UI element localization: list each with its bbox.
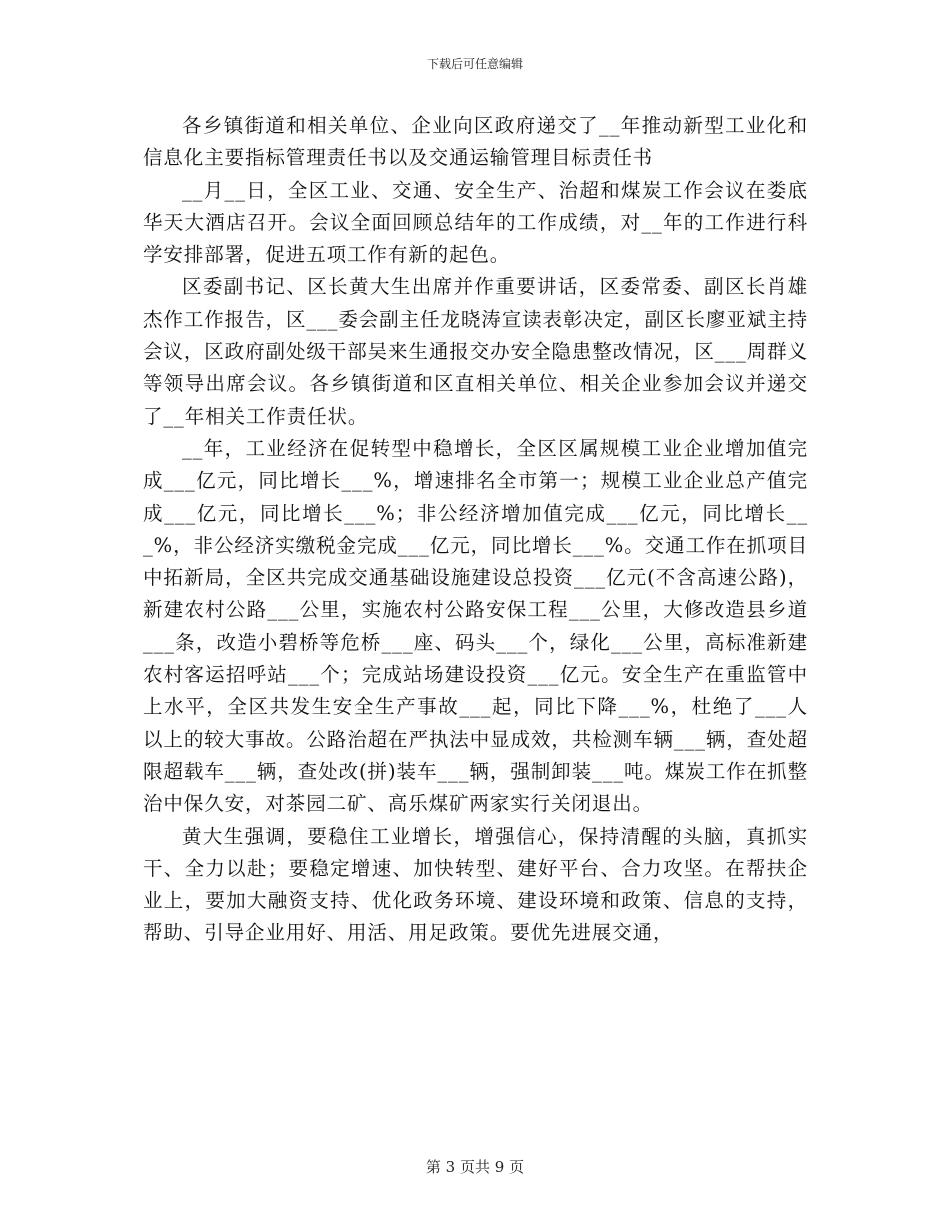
document-body	[143, 110, 808, 950]
paragraph-1: 各乡镇街道和相关单位、企业向区政府递交了__年推动新型工业化和信息化主要指标管理责任书以及交通运输管理目标责任书	[143, 114, 808, 170]
paragraph-5: 黄大生强调，要稳住工业增长，增强信心，保持清醒的头脑，真抓实干、全力以赴；要稳定增速、加快转型、建好平台、合力攻坚。在帮扶企业上，要加大融资支持、优化政务环境、建设环境和政策、信息的支持，帮助、引导企业用好、用活、用足政策。要优先进展交通，	[143, 824, 808, 945]
paragraph-3: 区委副书记、区长黄大生出席并作重要讲话，区委常委、副区长肖雄杰作工作报告，区___委会副主任龙晓涛宣读表彰决定，副区长廖亚斌主持会议，区政府副处级干部吴来生通报交办安全隐患整改情况，区___周群义等领导出席会议。各乡镇街道和区直相关单位、相关企业参加会议并递交了__年相关工作责任状。	[143, 275, 808, 428]
page-footer: 第 3 页共 9 页	[425, 1158, 525, 1176]
paragraph-2: __月__日，全区工业、交通、安全生产、治超和煤炭工作会议在娄底华天大酒店召开。会议全面回顾总结年的工作成绩，对__年的工作进行科学安排部署，促进五项工作有新的起色。	[143, 178, 808, 267]
paragraph-4: __年，工业经济在促转型中稳增长，全区区属规模工业企业增加值完成___亿元，同比增长___%，增速排名全市第一；规模工业企业总产值完成___亿元，同比增长___%；非公经济增加值完成___亿元，同比增长___%，非公经济实缴税金完成___亿元，同比增长___%。交通工作在抓项目中拓新局，全区共完成交通基础设施建设总投资___亿元(不含高速公路)，新建农村公路___公里，实施农村公路安保工程___公里，大修改造县乡道___条，改造小碧桥等危桥___座、码头___个，绿化___公里，高标准新建农村客运招呼站___个；完成站场建设投资___亿元。安全生产在重监管中上水平，全区共发生安全生产事故___起，同比下降___%，杜绝了___人以上的较大事故。公路治超在严执法中显成效，共检测车辆___辆，查处超限超载车___辆，查处改(拼)装车___辆，强制卸装___吨。煤炭工作在抓整治中保久安，对茶园二矿、高乐煤矿两家实行关闭退出。	[143, 436, 808, 816]
page-header: 下载后可任意编辑	[426, 57, 523, 71]
